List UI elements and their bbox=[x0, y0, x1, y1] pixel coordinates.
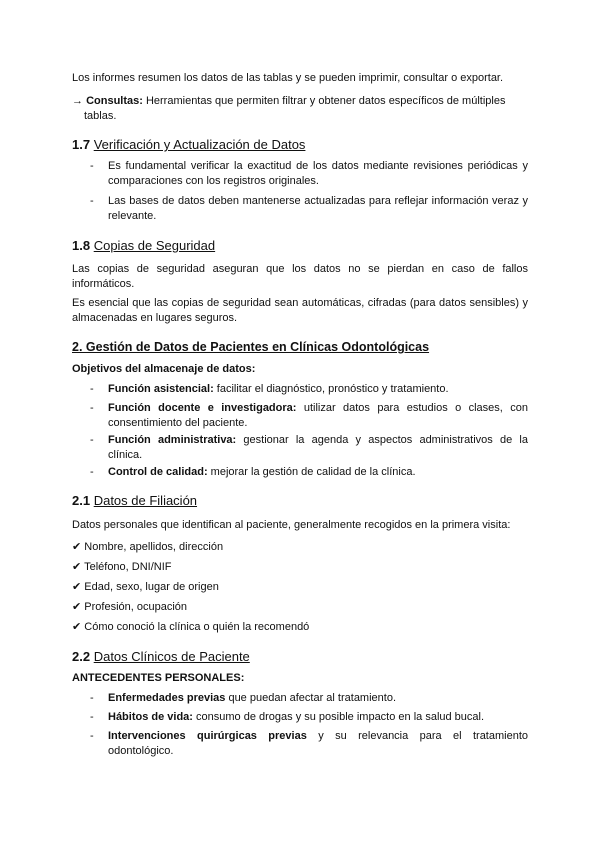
list-item: - Hábitos de vida: consumo de drogas y su posible impacto en la salud bucal. bbox=[90, 711, 485, 723]
list-item: - Función administrativa: gestionar la agenda y aspectos administrativos de la clínica. bbox=[90, 434, 528, 461]
paragraph: Las copias de seguridad aseguran que los datos no se pierdan en caso de fallos informáticos. bbox=[72, 263, 528, 290]
list-item: - Enfermedades previas que puedan afectar al tratamiento. bbox=[90, 692, 397, 704]
consultas-paragraph bbox=[72, 94, 540, 124]
check-icon: ✔ bbox=[72, 561, 82, 573]
check-item: ✔ Teléfono, DNI/NIF bbox=[72, 561, 172, 573]
check-icon: ✔ bbox=[72, 541, 82, 553]
paragraph: Datos personales que identifican al paciente, generalmente recogidos en la primera visita: bbox=[72, 519, 511, 531]
list-item: - Intervenciones quirúrgicas previas y su relevancia para el tratamiento odontológico. bbox=[90, 730, 528, 757]
consultas-label: Consultas: bbox=[86, 95, 143, 107]
check-item: ✔ Edad, sexo, lugar de origen bbox=[72, 581, 219, 593]
check-icon: ✔ bbox=[72, 601, 82, 613]
heading-1-7: 1.7 Verificación y Actualización de Datos bbox=[72, 137, 306, 152]
intro-paragraph: Los informes resumen los datos de las tablas y se pueden imprimir, consultar o exportar. bbox=[72, 72, 504, 84]
list-item: - Control de calidad: mejorar la gestión de calidad de la clínica. bbox=[90, 466, 416, 478]
paragraph: Es esencial que las copias de seguridad sean automáticas, cifradas (para datos sensibles) y almacenadas en lugares seguros. bbox=[72, 297, 528, 324]
check-item: ✔ Cómo conoció la clínica o quién la recomendó bbox=[72, 621, 310, 633]
arrow-icon: → bbox=[72, 95, 83, 107]
list-item: - Función asistencial: facilitar el diagnóstico, pronóstico y tratamiento. bbox=[90, 383, 449, 395]
heading-2-1: 2.1 Datos de Filiación bbox=[72, 493, 198, 508]
heading-2: 2. Gestión de Datos de Pacientes en Clínicas Odontológicas bbox=[72, 340, 430, 354]
heading-2-2: 2.2 Datos Clínicos de Paciente bbox=[72, 649, 250, 664]
consultas-text: Herramientas que permiten filtrar y obtener datos específicos de múltiples tablas. bbox=[84, 95, 506, 122]
check-item: ✔ Profesión, ocupación bbox=[72, 601, 188, 613]
subtitle: ANTECEDENTES PERSONALES: bbox=[72, 672, 245, 684]
list-item: - Es fundamental verificar la exactitud de los datos mediante revisiones periódicas y comparaciones con los registros originales. bbox=[90, 160, 528, 187]
list-item: - Función docente e investigadora: utilizar datos para estudios o clases, con consentimiento del paciente. bbox=[90, 402, 528, 429]
check-icon: ✔ bbox=[72, 621, 82, 633]
list-item: - Las bases de datos deben mantenerse actualizadas para reflejar información veraz y relevante. bbox=[90, 195, 528, 222]
subtitle: Objetivos del almacenaje de datos: bbox=[72, 363, 256, 375]
check-icon: ✔ bbox=[72, 581, 82, 593]
heading-1-8: 1.8 Copias de Seguridad bbox=[72, 238, 216, 253]
check-item: ✔ Nombre, apellidos, dirección bbox=[72, 541, 224, 553]
